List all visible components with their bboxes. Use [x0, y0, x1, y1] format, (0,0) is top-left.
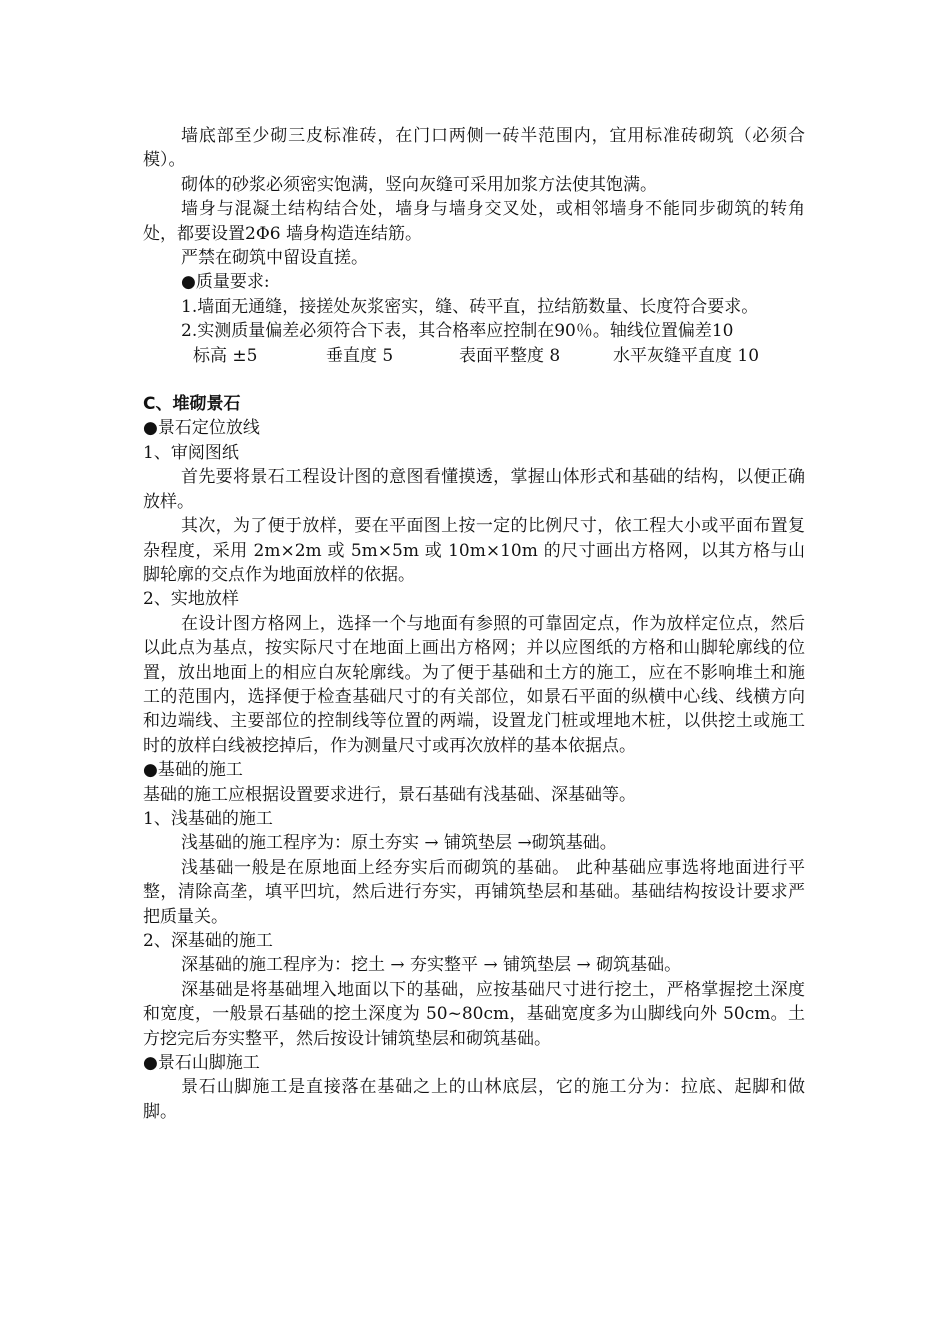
paragraph: 景石山脚施工是直接落在基础之上的山林底层，它的施工分为：拉底、起脚和做脚。	[143, 1077, 805, 1122]
subheading: 1、审阅图纸	[143, 442, 239, 463]
spacer	[143, 368, 805, 392]
spec-row	[143, 344, 805, 368]
paragraph: 深基础是将基础埋入地面以下的基础，应按基础尺寸进行挖土，严格掌握挖土深度和宽度，一般景石基础的挖土深度为 50~80cm，基础宽度多为山脚线向外 50cm。土方挖完后夯实整平，然后按设计铺筑垫层和砌筑基础。	[143, 979, 805, 1049]
paragraph: 墙身与混凝土结构结合处，墙身与墙身交叉处，或相邻墙身不能同步砌筑的转角处，都要设置2Φ6 墙身构造连结筋。	[143, 199, 805, 244]
paragraph: 首先要将景石工程设计图的意图看懂摸透，掌握山体形式和基础的结构，以便正确放样。	[143, 467, 805, 512]
paragraph: 2.实测质量偏差必须符合下表，其合格率应控制在90％。轴线位置偏差10	[181, 321, 734, 342]
document-body	[143, 124, 805, 1124]
subheading: 2、深基础的施工	[143, 931, 273, 951]
paragraph: 深基础的施工程序为：挖土 → 夯实整平 → 铺筑垫层 → 砌筑基础。	[181, 955, 682, 976]
spec-item: 垂直度 5	[326, 345, 394, 366]
subheading: 2、实地放样	[143, 589, 239, 610]
paragraph: 在设计图方格网上，选择一个与地面有参照的可靠固定点，作为放样定位点，然后以此点为基点，按实际尺寸在地面上画出方格网；并以应图纸的方格和山脚轮廓线的位置，放出地面上的相应白灰轮廓线。为了便于基础和土方的施工，应在不影响堆土和施工的范围内，选择便于检查基础尺寸的有关部位，如景石平面的纵横中心线、线横方向和边端线、主要部位的控制线等位置的两端，设置龙门桩或埋地木桩，以供挖土或施工时的放样白线被挖掉后，作为测量尺寸或再次放样的基本依据点。	[143, 613, 805, 756]
section-heading: C、堆砌景石	[143, 394, 241, 415]
bullet-heading: ●景石定位放线	[143, 418, 260, 439]
spec-item: 表面平整度 8	[459, 345, 561, 366]
quality-heading: ●质量要求:	[181, 272, 270, 293]
paragraph: 基础的施工应根据设置要求进行，景石基础有浅基础、深基础等。	[143, 784, 636, 805]
spec-item: 水平灰缝平直度 10	[613, 345, 760, 366]
bullet-heading: ●基础的施工	[143, 760, 243, 781]
paragraph: 1.墙面无通缝，接搓处灰浆密实，缝、砖平直，拉结筋数量、长度符合要求。	[181, 296, 759, 317]
spec-item: 标高 ±5	[193, 345, 258, 366]
paragraph: 严禁在砌筑中留设直搓。	[181, 248, 368, 269]
paragraph: 浅基础一般是在原地面上经夯实后而砌筑的基础。 此种基础应事选将地面进行平整，清除高垄，填平凹坑，然后进行夯实，再铺筑垫层和基础。基础结构按设计要求严把质量关。	[143, 857, 805, 927]
paragraph: 浅基础的施工程序为：原土夯实 → 铺筑垫层 →砌筑基础。	[181, 833, 617, 854]
paragraph: 墙底部至少砌三皮标准砖，在门口两侧一砖半范围内，宜用标准砖砌筑（必须合模）。	[143, 126, 805, 171]
subheading: 1、浅基础的施工	[143, 808, 273, 829]
bullet-heading: ●景石山脚施工	[143, 1053, 260, 1074]
paragraph: 其次，为了便于放样，要在平面图上按一定的比例尺寸，依工程大小或平面布置复杂程度，采用 2m×2m 或 5m×5m 或 10m×10m 的尺寸画出方格网，以其方格与山脚轮廓的交点作为地面放样的依据。	[143, 516, 805, 585]
paragraph: 砌体的砂浆必须密实饱满，竖向灰缝可采用加浆方法使其饱满。	[181, 174, 657, 195]
